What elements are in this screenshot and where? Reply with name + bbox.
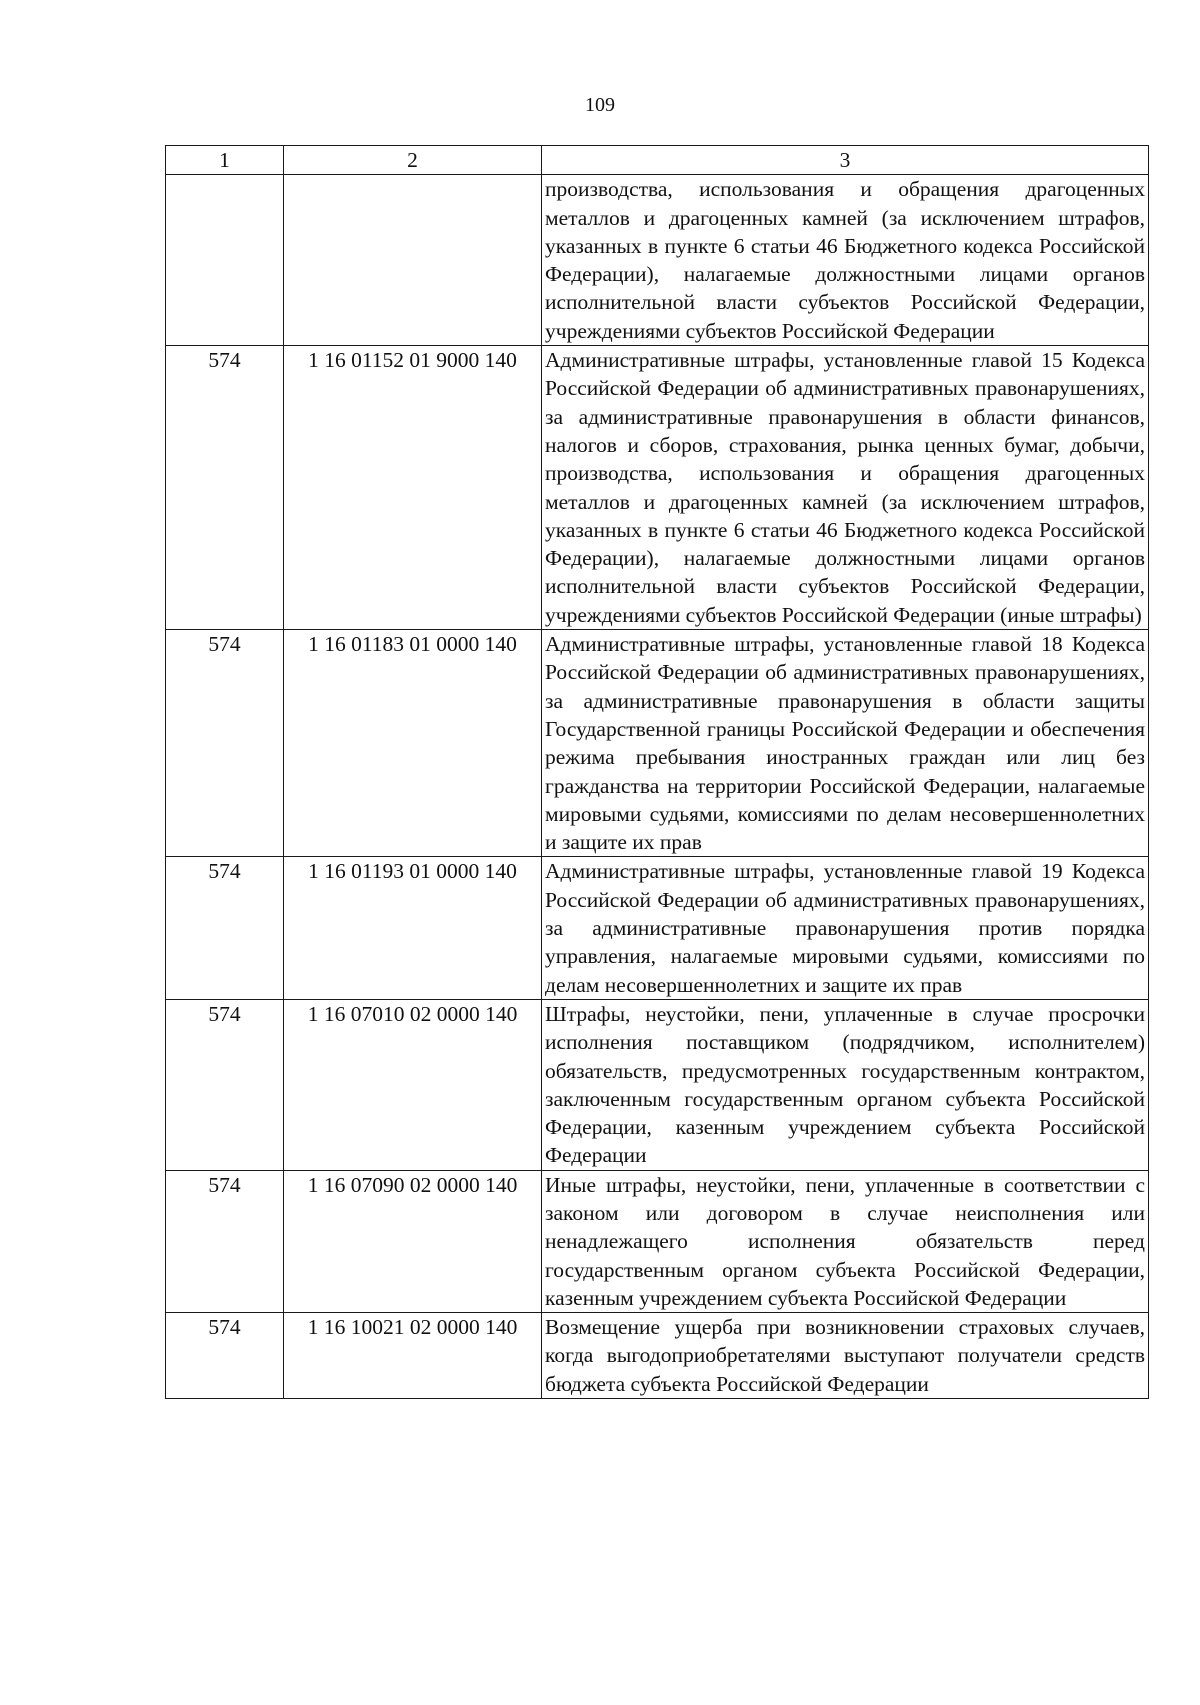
classification-code-cell: 1 16 01193 01 0000 140 [284, 857, 542, 999]
admin-code-cell: 574 [166, 630, 284, 857]
description-cell: Административные штрафы, установленные главой 19 Кодекса Российской Федерации об административных правонарушениях, за административные правонарушения против порядка управления, налагаемые мировыми судьями, комиссиями по делам несовершеннолетних и защите их прав [542, 857, 1149, 999]
table-row [166, 346, 1149, 630]
table-row [166, 857, 1149, 999]
description-cell: Возмещение ущерба при возникновении страховых случаев, когда выгодоприобретателями выступают получатели средств бюджета субъекта Российской Федерации [542, 1313, 1149, 1399]
description-cell: Административные штрафы, установленные главой 15 Кодекса Российской Федерации об административных правонарушениях, за административные правонарушения в области финансов, налогов и сборов, страхования, рынка ценных бумаг, добычи, производства, использования и обращения драгоценных металлов и драгоценных камней (за исключением штрафов, указанных в пункте 6 статьи 46 Бюджетного кодекса Российской Федерации), налагаемые должностными лицами органов исполнительной власти субъектов Российской Федерации, учреждениями субъектов Российской Федерации (иные штрафы) [542, 346, 1149, 630]
classification-code-cell: 1 16 10021 02 0000 140 [284, 1313, 542, 1399]
admin-code-cell: 574 [166, 1170, 284, 1312]
admin-code-cell [166, 175, 284, 346]
header-col-2: 2 [284, 146, 542, 175]
header-col-3: 3 [542, 146, 1149, 175]
description-cell: Штрафы, неустойки, пени, уплаченные в случае просрочки исполнения поставщиком (подрядчиком, исполнителем) обязательств, предусмотренных государственным контрактом, заключенным государственным органом субъекта Российской Федерации, казенным учреждением субъекта Российской Федерации [542, 999, 1149, 1170]
table-row [166, 1170, 1149, 1312]
classification-code-cell: 1 16 07090 02 0000 140 [284, 1170, 542, 1312]
table-row [166, 175, 1149, 346]
table-row [166, 1313, 1149, 1399]
description-cell: Иные штрафы, неустойки, пени, уплаченные в соответствии с законом или договором в случае неисполнения или ненадлежащего исполнения обязательств перед государственным органом субъекта Российской Федерации, казенным учреждением субъекта Российской Федерации [542, 1170, 1149, 1312]
header-col-1: 1 [166, 146, 284, 175]
admin-code-cell: 574 [166, 346, 284, 630]
description-cell: Административные штрафы, установленные главой 18 Кодекса Российской Федерации об административных правонарушениях, за административные правонарушения в области защиты Государственной границы Российской Федерации и обеспечения режима пребывания иностранных граждан или лиц без гражданства на территории Российской Федерации, налагаемые мировыми судьями, комиссиями по делам несовершеннолетних и защите их прав [542, 630, 1149, 857]
classification-code-cell [284, 175, 542, 346]
table-header-row [166, 146, 1149, 175]
classification-code-cell: 1 16 07010 02 0000 140 [284, 999, 542, 1170]
admin-code-cell: 574 [166, 999, 284, 1170]
budget-classification-table [165, 145, 1149, 1399]
table-row [166, 630, 1149, 857]
table-row [166, 999, 1149, 1170]
classification-code-cell: 1 16 01152 01 9000 140 [284, 346, 542, 630]
admin-code-cell: 574 [166, 857, 284, 999]
description-cell: производства, использования и обращения драгоценных металлов и драгоценных камней (за исключением штрафов, указанных в пункте 6 статьи 46 Бюджетного кодекса Российской Федерации), налагаемые должностными лицами органов исполнительной власти субъектов Российской Федерации, учреждениями субъектов Российской Федерации [542, 175, 1149, 346]
admin-code-cell: 574 [166, 1313, 284, 1399]
classification-code-cell: 1 16 01183 01 0000 140 [284, 630, 542, 857]
page-number: 109 [585, 94, 615, 116]
